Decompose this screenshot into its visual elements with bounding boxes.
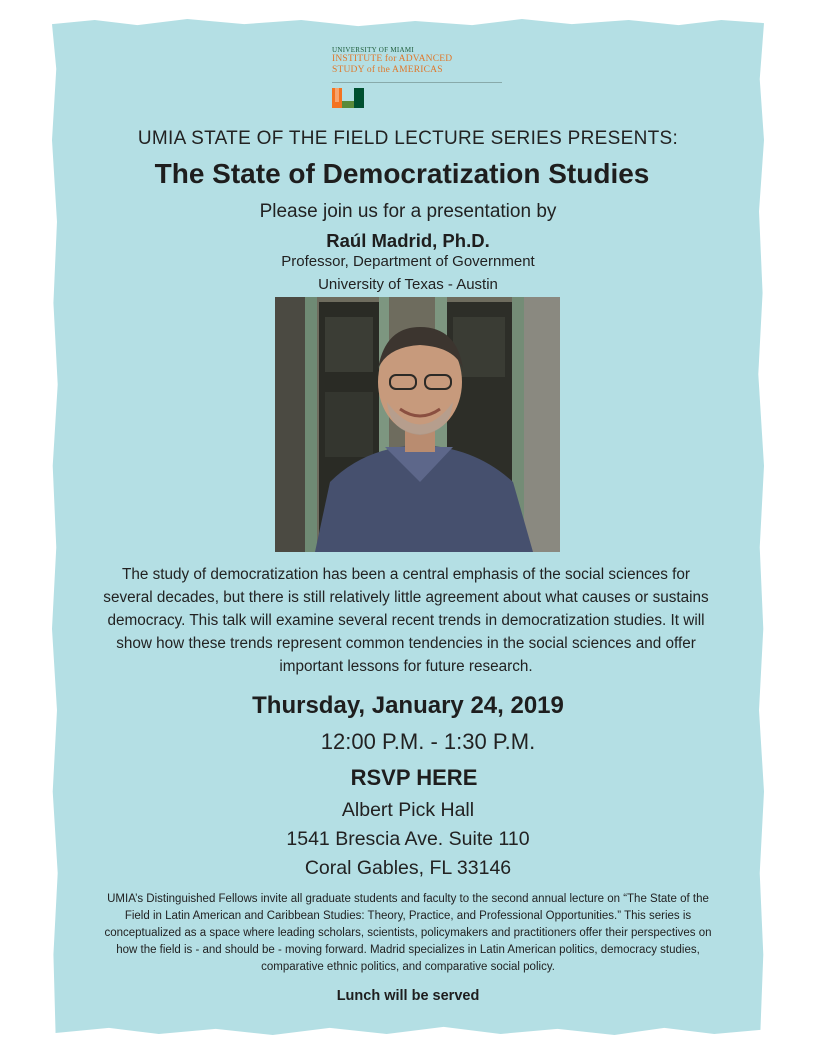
logo-institute-line: INSTITUTE for ADVANCED bbox=[332, 54, 453, 64]
venue-city: Coral Gables, FL 33146 bbox=[304, 857, 512, 879]
speaker-photo bbox=[275, 297, 560, 552]
venue-street: 1541 Brescia Ave. Suite 110 bbox=[286, 828, 530, 850]
venue-name: Albert Pick Hall bbox=[341, 799, 475, 821]
logo-study-line: STUDY of the AMERICAS bbox=[332, 65, 443, 75]
rsvp-link[interactable]: RSVP HERE bbox=[350, 765, 478, 790]
event-time: 12:00 P.M. - 1:30 P.M. bbox=[320, 729, 536, 754]
speaker-name: Raúl Madrid, Ph.D. bbox=[326, 230, 490, 251]
logo-university-line: UNIVERSITY OF MIAMI bbox=[332, 46, 415, 54]
speaker-department: Professor, Department of Government bbox=[281, 253, 535, 270]
event-date: Thursday, January 24, 2019 bbox=[252, 692, 564, 719]
invitation-line: Please join us for a presentation by bbox=[259, 201, 557, 222]
lunch-note: Lunch will be served bbox=[336, 988, 480, 1004]
fine-print-paragraph: UMIA’s Distinguished Fellows invite all graduate students and faculty to the second annual lecture on “The State of the Field in Latin American and Caribbean Studies: Theory, Practice, and Professional Opportunities.” This series is conceptualized as a space where leading scholars, scientists, policymakers and practitioners offer their perspectives on how the field is - and should be - moving forward. Madrid specializes in Latin American politics, democracy studies, comparative ethnic politics, and comparative social policy. bbox=[104, 893, 712, 973]
lecture-title: The State of Democratization Studies bbox=[154, 158, 650, 189]
abstract-paragraph: The study of democratization has been a central emphasis of the social sciences for several decades, but there is still relatively little agreement about what causes or sustains democracy. This talk will examine several recent trends in democratization studies. It will show how these trends represent common tendencies in the social sciences and offer important lessons for future research. bbox=[103, 566, 709, 675]
series-heading: UMIA STATE OF THE FIELD LECTURE SERIES PRESENTS: bbox=[137, 128, 679, 149]
u-logo-icon bbox=[332, 88, 364, 108]
logo-divider bbox=[332, 82, 502, 83]
speaker-university: University of Texas - Austin bbox=[318, 276, 498, 293]
umia-logo bbox=[332, 46, 504, 108]
